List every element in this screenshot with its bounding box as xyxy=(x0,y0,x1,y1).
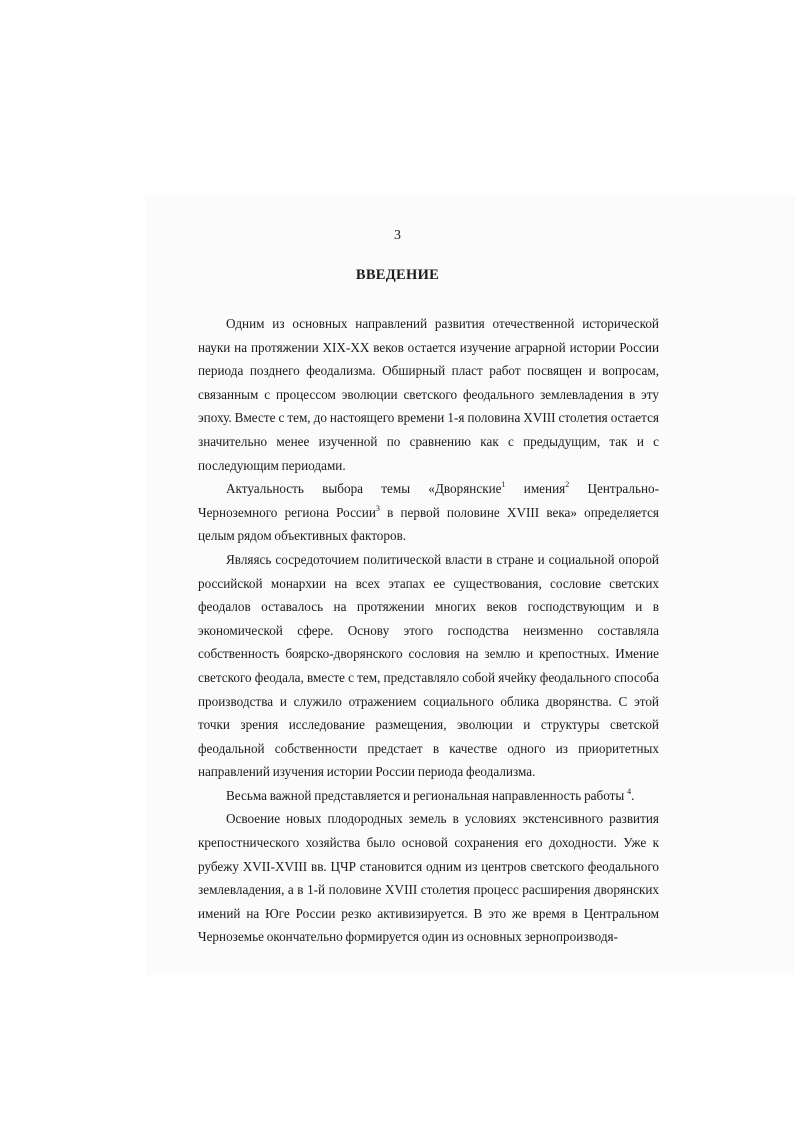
paragraph-5: Освоение новых плодородных земель в условиях экстенсивного развития крепостнического хозяйства было основой сохранения его доходности. Уже к рубежу XVII-XVIII вв. ЦЧР становится одним из центров светского феодального землевладения, а в 1-й половине XVIII столетия процесс расширения дворянских имений на Юге России резко активизируется. В это же время в Центральном Черноземье окончательно формируется один из основных зернопроизводя- xyxy=(198,811,659,945)
page-number: 3 xyxy=(394,228,401,243)
body-text xyxy=(198,312,659,949)
paragraph-2 xyxy=(198,477,659,548)
footnote-ref-1: 1 xyxy=(501,480,506,490)
footnote-ref-3: 3 xyxy=(375,503,380,513)
paragraph-1: Одним из основных направлений развития отечественной исторической науки на протяжении XIX-XX веков остается изучение аграрной истории России периода позднего феодализма. Обширный пласт работ посвящен и вопросам, связанным с процессом эволюции светского феодального землевладения в эту эпоху. Вместе с тем, до настоящего времени 1-я половина XVIII столетия остается значительно менее изученной по сравнению как с предыдущим, так и с последующим периодами. xyxy=(198,316,659,473)
paragraph-4 xyxy=(198,784,659,808)
paragraph-3: Являясь сосредоточием политической власти в стране и социальной опорой российской монархии на всех этапах ее существования, сословие светских феодалов оставалось на протяжении многих веков господствующим и в экономической сфере. Основу этого господства неизменно составляла собственность боярско-дворянского сословия на землю и крепостных. Имение светского феодала, вместе с тем, представляло собой ячейку феодального способа производства и служило отражением социального облика дворянства. С этой точки зрения исследование размещения, эволюции и структуры светской феодальной собственности предстает в качестве одного из приоритетных направлений изучения истории России периода феодализма. xyxy=(198,551,659,780)
paragraph-2-text: Центрально-Черноземного региона России xyxy=(198,481,660,520)
paragraph-2-text: имения xyxy=(505,481,566,497)
footnote-ref-4: 4 xyxy=(627,786,632,796)
paragraph-4-end: . xyxy=(631,787,635,803)
paragraph-4-text: Весьма важной представляется и региональная направленность работы xyxy=(226,787,625,803)
section-heading: ВВЕДЕНИЕ xyxy=(355,267,440,283)
footnote-ref-2: 2 xyxy=(565,480,570,490)
paragraph-2-text: Актуальность выбора темы «Дворянские xyxy=(226,481,502,497)
paragraph-2-text: в первой половине XVIII века» определяется целым рядом объективных факторов. xyxy=(198,504,659,544)
